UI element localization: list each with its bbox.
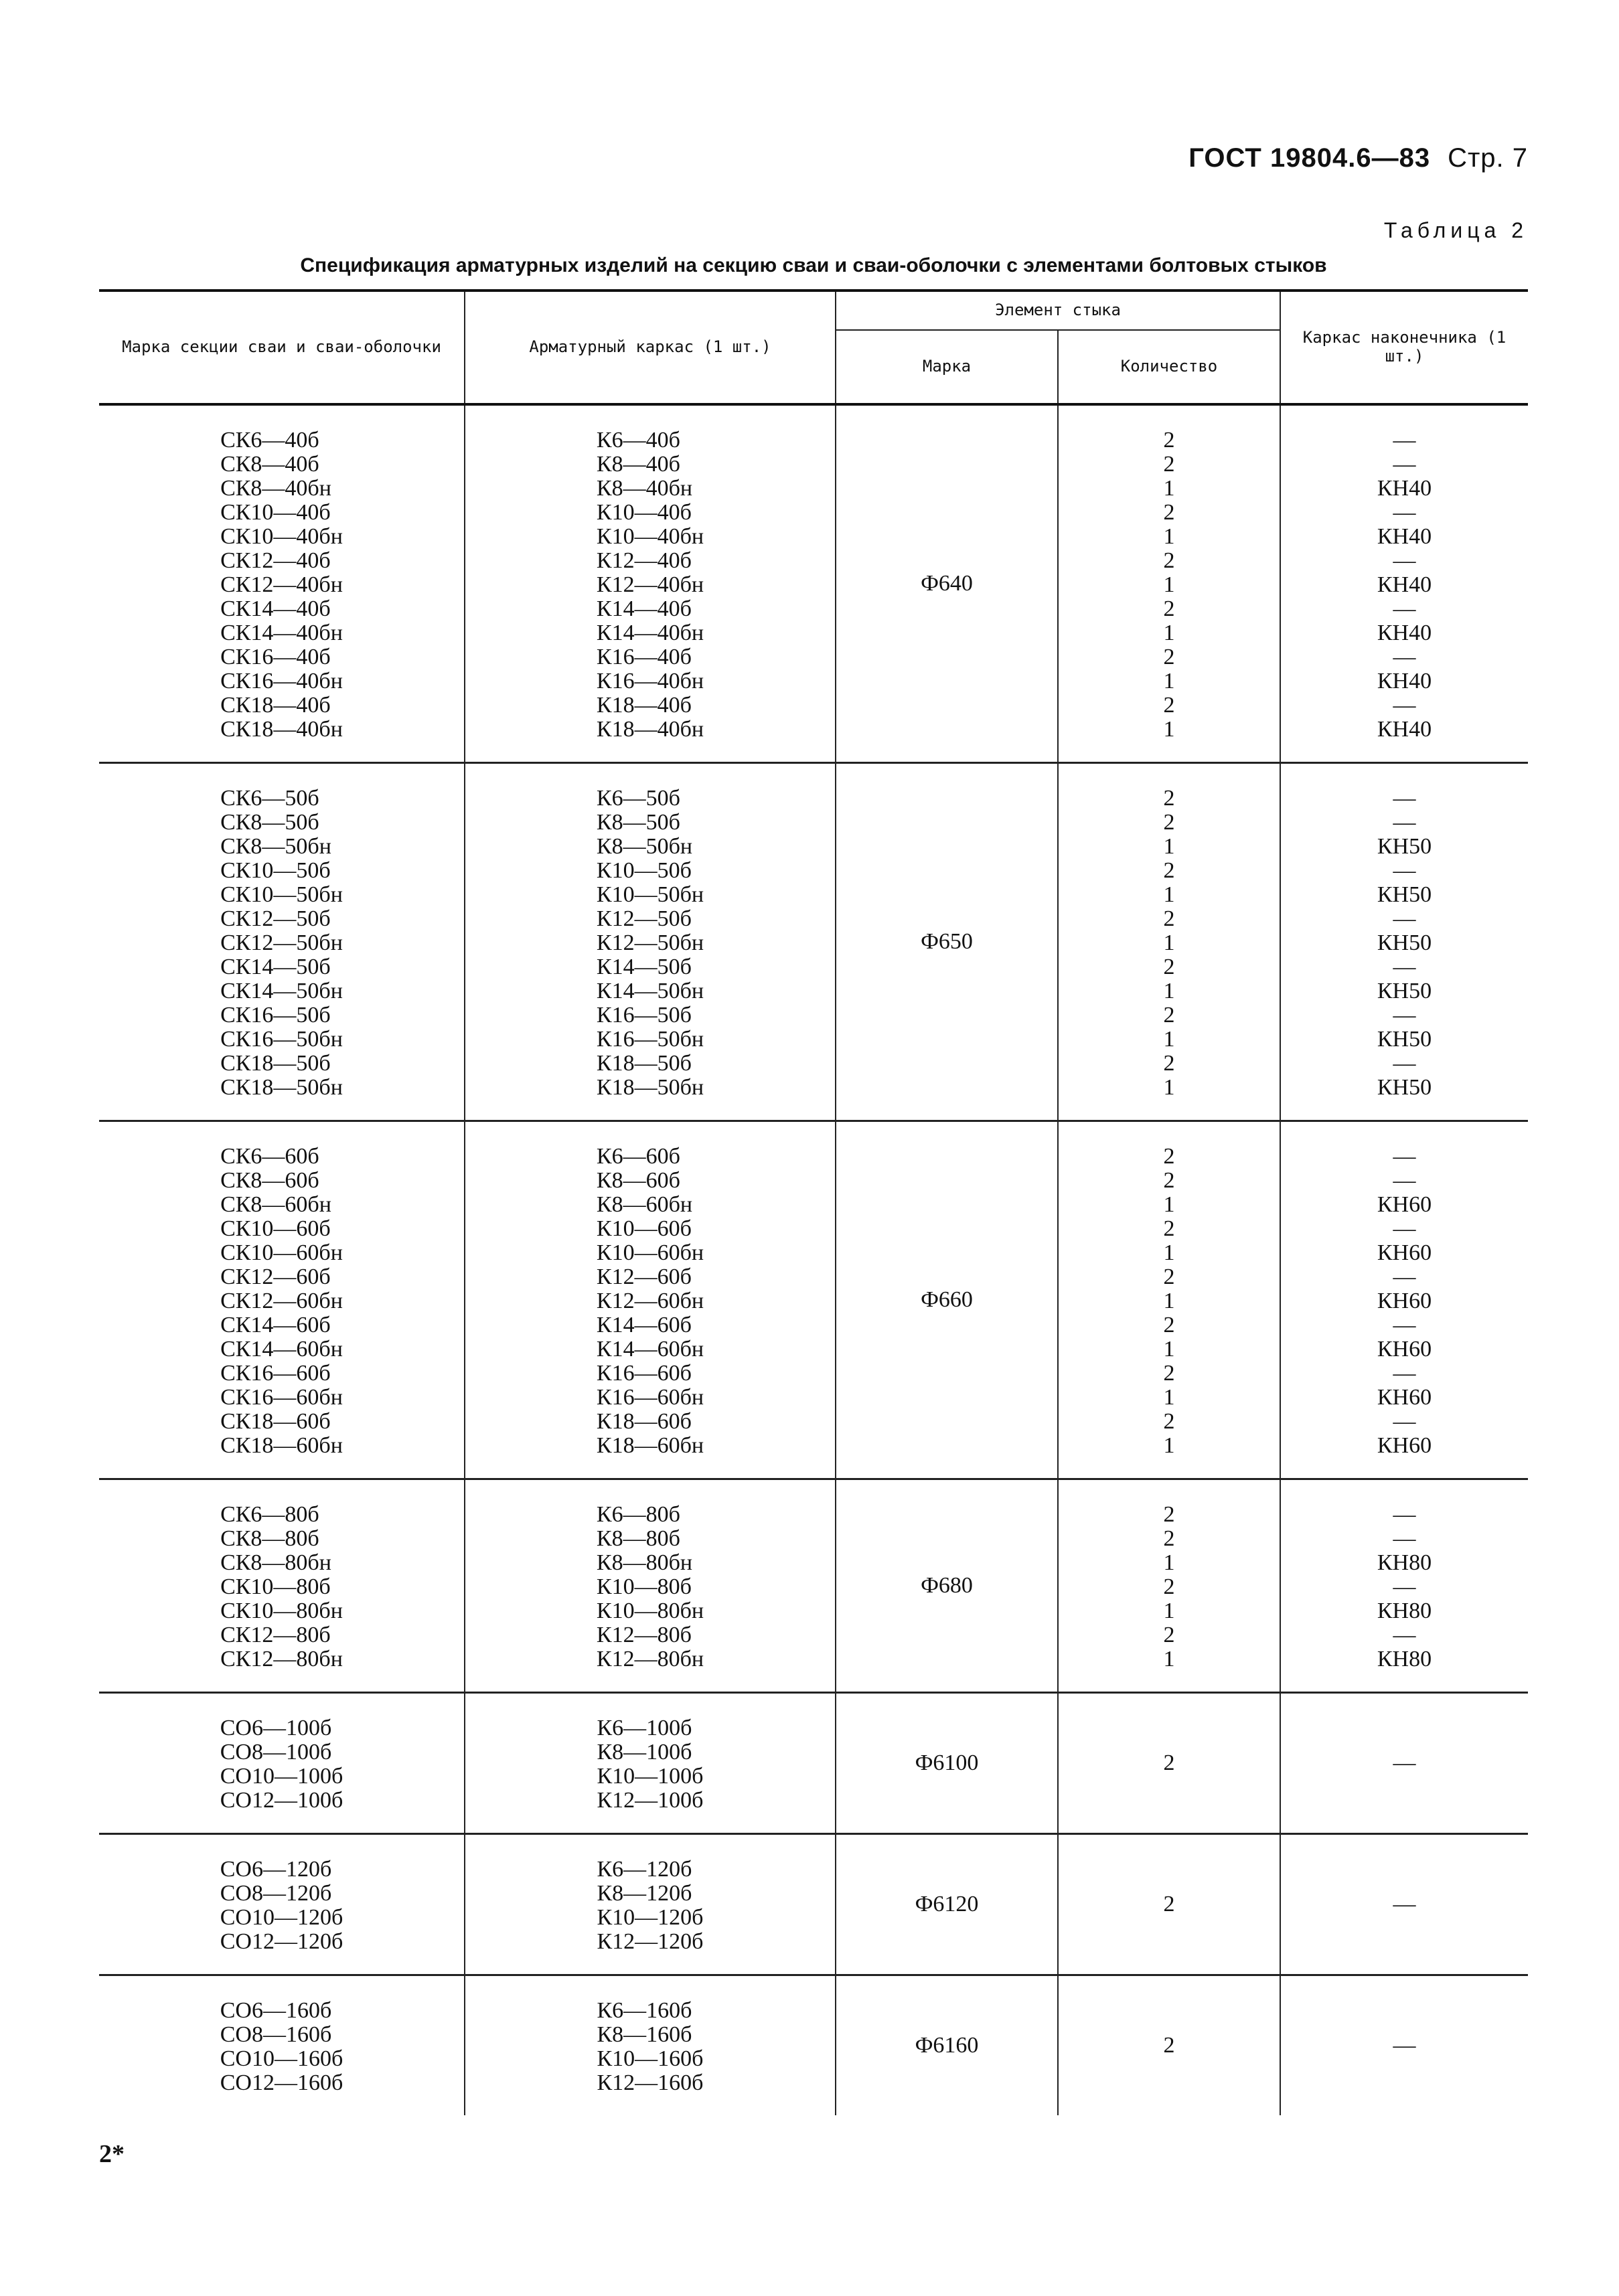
- cage-mark-item: К14—60бн: [596, 1337, 704, 1362]
- quantity-item: 2: [1163, 452, 1175, 477]
- section-mark-item: СК8—40бн: [220, 476, 331, 501]
- section-mark-item: СО10—120б: [220, 1905, 343, 1930]
- table-row: [99, 1479, 1528, 1693]
- quantity-item: 2: [1163, 1216, 1175, 1241]
- section-mark-item: СК8—60б: [220, 1168, 319, 1193]
- section-mark-cell: [99, 1975, 465, 2116]
- quantity-item: 2: [1163, 1264, 1175, 1289]
- cage-mark-item: К6—120б: [597, 1857, 692, 1882]
- quantity-cell: [1058, 1693, 1280, 1834]
- quantity-item: 2: [1163, 1003, 1175, 1028]
- quantity-cell: [1058, 1479, 1280, 1693]
- cage-mark-item: К12—40бн: [596, 572, 704, 597]
- cage-mark-item: К16—50б: [596, 1003, 692, 1028]
- quantity-item: 2: [1163, 2033, 1175, 2058]
- tip-mark-item: КН60: [1377, 1240, 1432, 1265]
- quantity-item: 1: [1163, 572, 1175, 597]
- tip-mark-item: —: [1393, 1144, 1416, 1169]
- tip-mark-item: —: [1393, 1750, 1416, 1775]
- tip-mark-item: КН50: [1377, 979, 1432, 1003]
- section-mark-item: СК6—60б: [220, 1144, 319, 1169]
- section-mark-item: СК6—40б: [220, 428, 319, 453]
- quantity-item: 2: [1163, 1409, 1175, 1434]
- tip-mark-item: —: [1393, 1502, 1416, 1527]
- cage-mark-item: К8—60бн: [596, 1192, 693, 1217]
- section-mark-item: СК6—50б: [220, 786, 319, 811]
- section-mark-item: СК12—80бн: [220, 1647, 343, 1671]
- cage-mark-item: К8—40б: [596, 452, 680, 477]
- section-mark-item: СК6—80б: [220, 1502, 319, 1527]
- section-mark-item: СК12—80б: [220, 1623, 331, 1647]
- cage-mark-item: К10—100б: [597, 1764, 704, 1789]
- tip-mark-item: КН50: [1377, 1027, 1432, 1052]
- section-mark-item: СО12—160б: [220, 2070, 343, 2095]
- quantity-item: 2: [1163, 1361, 1175, 1386]
- tip-mark-item: —: [1393, 500, 1416, 525]
- tip-mark-item: —: [1393, 452, 1416, 477]
- tip-mark-item: КН80: [1377, 1598, 1432, 1623]
- column-header-joint-qty: Количество: [1058, 330, 1280, 404]
- tip-mark-item: КН60: [1377, 1192, 1432, 1217]
- section-mark-item: СК14—50бн: [220, 979, 343, 1003]
- section-mark-item: СК18—50б: [220, 1051, 331, 1076]
- joint-mark-cell: Ф680: [836, 1479, 1058, 1693]
- quantity-item: 2: [1163, 858, 1175, 883]
- quantity-item: 1: [1163, 834, 1175, 859]
- cage-mark-cell: [465, 1834, 836, 1975]
- standard-number: ГОСТ 19804.6—83: [1188, 143, 1431, 173]
- section-mark-item: СО6—160б: [220, 1998, 332, 2023]
- page-number: Стр. 7: [1448, 143, 1528, 173]
- tip-mark-item: КН40: [1377, 669, 1432, 693]
- tip-mark-item: КН80: [1377, 1647, 1432, 1671]
- cage-mark-item: К10—120б: [597, 1905, 704, 1930]
- section-mark-item: СК16—50б: [220, 1003, 331, 1028]
- quantity-item: 2: [1163, 906, 1175, 931]
- cage-mark-item: К16—40б: [596, 645, 692, 669]
- section-mark-item: СО10—160б: [220, 2046, 343, 2071]
- quantity-item: 1: [1163, 1647, 1175, 1671]
- tip-mark-cell: [1280, 1975, 1528, 2116]
- section-mark-item: СК18—60б: [220, 1409, 331, 1434]
- section-mark-item: СК8—50бн: [220, 834, 331, 859]
- tip-mark-item: КН40: [1377, 524, 1432, 549]
- cage-mark-item: К12—80б: [596, 1623, 692, 1647]
- tip-mark-item: —: [1393, 596, 1416, 621]
- section-mark-item: СК10—60б: [220, 1216, 331, 1241]
- cage-mark-item: К6—80б: [596, 1502, 680, 1527]
- joint-mark-cell: Ф6100: [836, 1693, 1058, 1834]
- section-mark-cell: [99, 404, 465, 763]
- tip-mark-item: —: [1393, 1361, 1416, 1386]
- section-mark-item: СК12—40б: [220, 548, 331, 573]
- quantity-cell: [1058, 763, 1280, 1121]
- section-mark-item: СК16—60б: [220, 1361, 331, 1386]
- section-mark-cell: [99, 763, 465, 1121]
- joint-mark-cell: Ф640: [836, 404, 1058, 763]
- tip-mark-item: —: [1393, 1574, 1416, 1599]
- tip-mark-item: —: [1393, 1409, 1416, 1434]
- cage-mark-item: К16—60б: [596, 1361, 692, 1386]
- quantity-item: 1: [1163, 669, 1175, 693]
- cage-mark-item: К18—40бн: [596, 717, 704, 742]
- section-mark-item: СК14—40бн: [220, 621, 343, 645]
- cage-mark-item: К6—50б: [596, 786, 680, 811]
- cage-mark-item: К16—50бн: [596, 1027, 704, 1052]
- cage-mark-item: К16—40бн: [596, 669, 704, 693]
- section-mark-item: СК12—50б: [220, 906, 331, 931]
- quantity-item: 1: [1163, 1337, 1175, 1362]
- table-row: [99, 1834, 1528, 1975]
- tip-mark-cell: [1280, 1834, 1528, 1975]
- tip-mark-cell: [1280, 1479, 1528, 1693]
- section-mark-item: СО12—120б: [220, 1929, 343, 1954]
- tip-mark-item: —: [1393, 858, 1416, 883]
- section-mark-item: СК16—60бн: [220, 1385, 343, 1410]
- cage-mark-item: К6—160б: [597, 1998, 692, 2023]
- quantity-cell: [1058, 1121, 1280, 1479]
- quantity-item: 1: [1163, 1598, 1175, 1623]
- quantity-item: 2: [1163, 1623, 1175, 1647]
- table-row: [99, 404, 1528, 763]
- section-mark-item: СК18—60бн: [220, 1433, 343, 1458]
- quantity-cell: [1058, 1975, 1280, 2116]
- quantity-item: 2: [1163, 1144, 1175, 1169]
- section-mark-item: СО8—120б: [220, 1881, 332, 1906]
- section-mark-item: СК18—40бн: [220, 717, 343, 742]
- section-mark-item: СК8—80б: [220, 1526, 319, 1551]
- quantity-item: 2: [1163, 1750, 1175, 1775]
- tip-mark-item: —: [1393, 786, 1416, 811]
- section-mark-item: СК10—80б: [220, 1574, 331, 1599]
- tip-mark-item: —: [1393, 1003, 1416, 1028]
- cage-mark-item: К14—50б: [596, 955, 692, 979]
- quantity-item: 1: [1163, 1240, 1175, 1265]
- cage-mark-item: К6—100б: [597, 1716, 692, 1740]
- quantity-item: 1: [1163, 1550, 1175, 1575]
- quantity-item: 1: [1163, 1289, 1175, 1313]
- section-mark-item: СК14—50б: [220, 955, 331, 979]
- cage-mark-item: К12—40б: [596, 548, 692, 573]
- tip-mark-cell: [1280, 1121, 1528, 1479]
- cage-mark-cell: [465, 1975, 836, 2116]
- cage-mark-item: К14—50бн: [596, 979, 704, 1003]
- cage-mark-item: К12—60бн: [596, 1289, 704, 1313]
- cage-mark-item: К18—50бн: [596, 1075, 704, 1100]
- cage-mark-item: К8—50б: [596, 810, 680, 835]
- joint-mark-cell: Ф6120: [836, 1834, 1058, 1975]
- quantity-item: 1: [1163, 1075, 1175, 1100]
- section-mark-item: СК18—40б: [220, 693, 331, 718]
- section-mark-cell: [99, 1834, 465, 1975]
- column-header-joint: Элемент стыка: [836, 291, 1280, 330]
- section-mark-item: СК18—50бн: [220, 1075, 343, 1100]
- tip-mark-item: КН40: [1377, 572, 1432, 597]
- tip-mark-item: КН80: [1377, 1550, 1432, 1575]
- table-row: [99, 1975, 1528, 2116]
- quantity-item: 1: [1163, 717, 1175, 742]
- tip-mark-item: —: [1393, 1168, 1416, 1193]
- section-mark-item: СО8—100б: [220, 1740, 332, 1765]
- tip-mark-item: КН60: [1377, 1337, 1432, 1362]
- section-mark-cell: [99, 1479, 465, 1693]
- column-header-mark: Марка секции сваи и сваи-оболочки: [99, 291, 465, 404]
- tip-mark-item: КН60: [1377, 1433, 1432, 1458]
- quantity-item: 2: [1163, 1313, 1175, 1337]
- quantity-item: 1: [1163, 979, 1175, 1003]
- quantity-item: 2: [1163, 1892, 1175, 1916]
- cage-mark-item: К12—120б: [597, 1929, 704, 1954]
- tip-mark-item: —: [1393, 955, 1416, 979]
- section-mark-item: СК10—50б: [220, 858, 331, 883]
- section-mark-item: СК8—80бн: [220, 1550, 331, 1575]
- section-mark-item: СК10—40б: [220, 500, 331, 525]
- section-mark-item: СО10—100б: [220, 1764, 343, 1789]
- joint-mark-cell: Ф6160: [836, 1975, 1058, 2116]
- cage-mark-item: К8—80бн: [596, 1550, 693, 1575]
- section-mark-item: СК16—40бн: [220, 669, 343, 693]
- section-mark-item: СО12—100б: [220, 1788, 343, 1813]
- quantity-cell: [1058, 1834, 1280, 1975]
- cage-mark-item: К10—50б: [596, 858, 692, 883]
- tip-mark-cell: [1280, 404, 1528, 763]
- cage-mark-item: К8—40бн: [596, 476, 693, 501]
- cage-mark-item: К10—40б: [596, 500, 692, 525]
- section-mark-item: СК16—50бн: [220, 1027, 343, 1052]
- tip-mark-item: —: [1393, 645, 1416, 669]
- quantity-item: 1: [1163, 930, 1175, 955]
- page-footnote: 2*: [99, 2140, 125, 2168]
- quantity-item: 2: [1163, 500, 1175, 525]
- tip-mark-item: —: [1393, 548, 1416, 573]
- quantity-item: 2: [1163, 596, 1175, 621]
- section-mark-item: СК16—40б: [220, 645, 331, 669]
- table-row: [99, 763, 1528, 1121]
- cage-mark-item: К10—80бн: [596, 1598, 704, 1623]
- quantity-item: 1: [1163, 1433, 1175, 1458]
- cage-mark-item: К12—50бн: [596, 930, 704, 955]
- quantity-item: 2: [1163, 428, 1175, 453]
- quantity-item: 2: [1163, 955, 1175, 979]
- cage-mark-item: К10—50бн: [596, 882, 704, 907]
- cage-mark-item: К10—160б: [597, 2046, 704, 2071]
- section-mark-item: СК8—50б: [220, 810, 319, 835]
- tip-mark-item: —: [1393, 810, 1416, 835]
- specification-table: [99, 289, 1528, 2115]
- section-mark-item: СК12—40бн: [220, 572, 343, 597]
- quantity-item: 2: [1163, 1502, 1175, 1527]
- quantity-item: 1: [1163, 1385, 1175, 1410]
- cage-mark-item: К14—60б: [596, 1313, 692, 1337]
- quantity-item: 1: [1163, 476, 1175, 501]
- tip-mark-item: КН40: [1377, 621, 1432, 645]
- cage-mark-item: К6—40б: [596, 428, 680, 453]
- cage-mark-item: К8—160б: [597, 2022, 692, 2047]
- cage-mark-item: К8—100б: [597, 1740, 692, 1765]
- section-mark-cell: [99, 1693, 465, 1834]
- table-body: [99, 404, 1528, 2115]
- section-mark-item: СК10—80бн: [220, 1598, 343, 1623]
- cage-mark-cell: [465, 1121, 836, 1479]
- tip-mark-item: КН60: [1377, 1289, 1432, 1313]
- table-row: [99, 1693, 1528, 1834]
- cage-mark-item: К10—60б: [596, 1216, 692, 1241]
- section-mark-item: СК14—60б: [220, 1313, 331, 1337]
- quantity-item: 1: [1163, 621, 1175, 645]
- cage-mark-item: К12—50б: [596, 906, 692, 931]
- section-mark-item: СК14—40б: [220, 596, 331, 621]
- section-mark-item: СК10—50бн: [220, 882, 343, 907]
- cage-mark-item: К12—100б: [597, 1788, 704, 1813]
- cage-mark-item: К6—60б: [596, 1144, 680, 1169]
- tip-mark-cell: [1280, 1693, 1528, 1834]
- quantity-item: 2: [1163, 786, 1175, 811]
- section-mark-item: СК8—60бн: [220, 1192, 331, 1217]
- section-mark-item: СК12—50бн: [220, 930, 343, 955]
- cage-mark-item: К18—60бн: [596, 1433, 704, 1458]
- quantity-item: 2: [1163, 645, 1175, 669]
- cage-mark-item: К8—60б: [596, 1168, 680, 1193]
- joint-mark-cell: Ф660: [836, 1121, 1058, 1479]
- section-mark-item: СК12—60бн: [220, 1289, 343, 1313]
- quantity-item: 1: [1163, 524, 1175, 549]
- cage-mark-item: К12—80бн: [596, 1647, 704, 1671]
- cage-mark-cell: [465, 1693, 836, 1834]
- tip-mark-item: —: [1393, 1264, 1416, 1289]
- tip-mark-item: —: [1393, 1313, 1416, 1337]
- section-mark-item: СК12—60б: [220, 1264, 331, 1289]
- section-mark-item: СО6—120б: [220, 1857, 332, 1882]
- cage-mark-item: К14—40бн: [596, 621, 704, 645]
- quantity-item: 2: [1163, 1574, 1175, 1599]
- section-mark-item: СК10—60бн: [220, 1240, 343, 1265]
- quantity-item: 1: [1163, 882, 1175, 907]
- quantity-item: 2: [1163, 1168, 1175, 1193]
- tip-mark-item: КН50: [1377, 1075, 1432, 1100]
- quantity-item: 2: [1163, 693, 1175, 718]
- cage-mark-cell: [465, 404, 836, 763]
- section-mark-item: СО6—100б: [220, 1716, 332, 1740]
- cage-mark-item: К10—80б: [596, 1574, 692, 1599]
- cage-mark-item: К14—40б: [596, 596, 692, 621]
- cage-mark-item: К10—40бн: [596, 524, 704, 549]
- cage-mark-item: К16—60бн: [596, 1385, 704, 1410]
- quantity-cell: [1058, 404, 1280, 763]
- section-mark-item: СК14—60бн: [220, 1337, 343, 1362]
- cage-mark-item: К18—40б: [596, 693, 692, 718]
- tip-mark-item: —: [1393, 1526, 1416, 1551]
- section-mark-item: СО8—160б: [220, 2022, 332, 2047]
- cage-mark-item: К8—80б: [596, 1526, 680, 1551]
- quantity-item: 2: [1163, 810, 1175, 835]
- joint-mark-cell: Ф650: [836, 763, 1058, 1121]
- tip-mark-cell: [1280, 763, 1528, 1121]
- quantity-item: 1: [1163, 1192, 1175, 1217]
- tip-mark-item: —: [1393, 1892, 1416, 1916]
- tip-mark-item: КН40: [1377, 476, 1432, 501]
- column-header-tip: Каркас наконечника (1 шт.): [1280, 291, 1528, 404]
- cage-mark-item: К12—160б: [597, 2070, 704, 2095]
- table-number: Таблица 2: [1383, 218, 1528, 242]
- cage-mark-item: К18—50б: [596, 1051, 692, 1076]
- standard-header: [1188, 143, 1528, 173]
- cage-mark-item: К10—60бн: [596, 1240, 704, 1265]
- cage-mark-cell: [465, 1479, 836, 1693]
- tip-mark-item: —: [1393, 1623, 1416, 1647]
- tip-mark-item: —: [1393, 428, 1416, 453]
- section-mark-cell: [99, 1121, 465, 1479]
- column-header-cage: Арматурный каркас (1 шт.): [465, 291, 836, 404]
- section-mark-item: СК8—40б: [220, 452, 319, 477]
- cage-mark-cell: [465, 763, 836, 1121]
- quantity-item: 2: [1163, 1051, 1175, 1076]
- section-mark-item: СК10—40бн: [220, 524, 343, 549]
- cage-mark-item: К12—60б: [596, 1264, 692, 1289]
- cage-mark-item: К8—50бн: [596, 834, 693, 859]
- tip-mark-item: КН40: [1377, 717, 1432, 742]
- column-header-joint-mark: Марка: [836, 330, 1058, 404]
- tip-mark-item: КН60: [1377, 1385, 1432, 1410]
- tip-mark-item: —: [1393, 693, 1416, 718]
- tip-mark-item: —: [1393, 1051, 1416, 1076]
- table-title: Спецификация арматурных изделий на секцию сваи и сваи-оболочки с элементами болтовых стыков: [300, 254, 1327, 276]
- tip-mark-item: —: [1393, 2033, 1416, 2058]
- tip-mark-item: КН50: [1377, 834, 1432, 859]
- tip-mark-item: КН50: [1377, 930, 1432, 955]
- quantity-item: 2: [1163, 1526, 1175, 1551]
- quantity-item: 2: [1163, 548, 1175, 573]
- tip-mark-item: КН50: [1377, 882, 1432, 907]
- cage-mark-item: К8—120б: [597, 1881, 692, 1906]
- quantity-item: 1: [1163, 1027, 1175, 1052]
- tip-mark-item: —: [1393, 906, 1416, 931]
- tip-mark-item: —: [1393, 1216, 1416, 1241]
- table-row: [99, 1121, 1528, 1479]
- cage-mark-item: К18—60б: [596, 1409, 692, 1434]
